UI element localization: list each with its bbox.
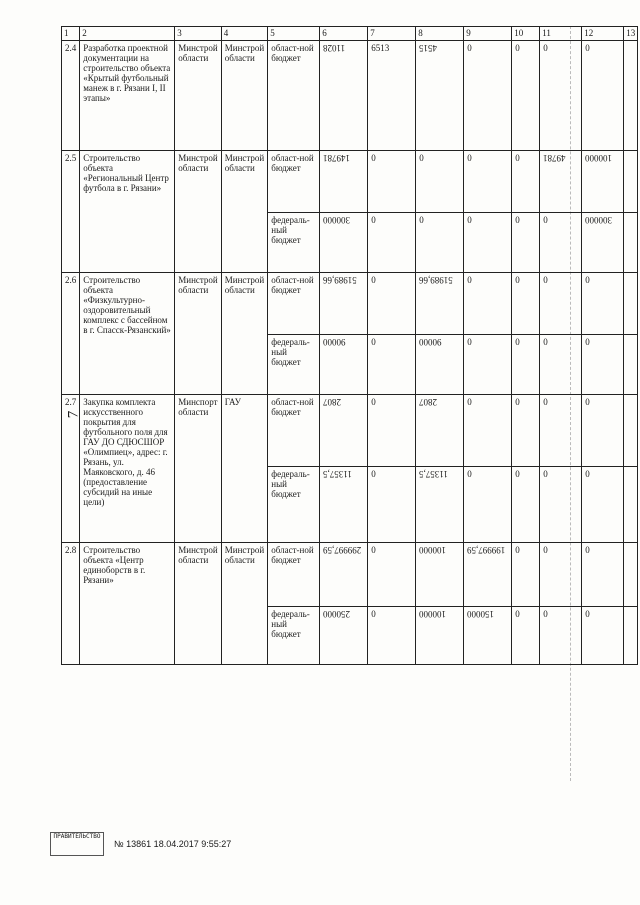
amount-c11 <box>540 335 582 395</box>
amount-c7 <box>368 213 416 273</box>
participant-text: ГАУ <box>224 397 242 407</box>
funding-source <box>268 543 320 607</box>
amount-c12-text: 0 <box>585 545 590 555</box>
column-number-text: 2 <box>82 28 87 38</box>
column-number <box>464 27 512 41</box>
amount-c6 <box>320 273 368 335</box>
amount-c11 <box>540 607 582 665</box>
measure-name <box>80 41 175 151</box>
amount-c7 <box>368 41 416 151</box>
column-number <box>175 27 222 41</box>
amount-c12 <box>582 607 624 665</box>
funding-source-text: федераль-ный бюджет <box>271 469 310 499</box>
amount-c10-text: 0 <box>515 545 520 555</box>
participant <box>221 41 268 151</box>
table-row <box>62 543 638 607</box>
amount-c10 <box>512 335 540 395</box>
amount-c6 <box>320 213 368 273</box>
column-number-text: 1 <box>64 28 69 38</box>
amount-c11 <box>540 273 582 335</box>
funding-source-text: федераль-ный бюджет <box>271 337 310 367</box>
amount-c12-text: 0 <box>585 469 590 479</box>
amount-c7 <box>368 335 416 395</box>
column-number <box>624 27 638 41</box>
amount-c6-text: 90000 <box>323 337 346 347</box>
amount-c12 <box>582 151 624 213</box>
amount-c12 <box>582 335 624 395</box>
amount-c9 <box>464 151 512 213</box>
measure-name <box>80 395 175 543</box>
amount-c12 <box>582 213 624 273</box>
column-number-text: 7 <box>370 28 375 38</box>
row-number-text: 2.6 <box>65 275 77 285</box>
amount-c10-text: 0 <box>515 275 520 285</box>
amount-c8 <box>416 467 464 543</box>
funding-source-text: област-ной бюджет <box>271 397 314 417</box>
column-number-text: 5 <box>270 28 275 38</box>
amount-c6-text: 300000 <box>323 215 351 225</box>
responsible-executor <box>175 395 222 543</box>
amount-c8 <box>416 607 464 665</box>
amount-c7-text: 0 <box>371 545 376 555</box>
amount-c11 <box>540 213 582 273</box>
column-number <box>268 27 320 41</box>
amount-c6-text: 299997,59 <box>323 545 362 555</box>
amount-c8 <box>416 543 464 607</box>
amount-c7 <box>368 467 416 543</box>
amount-c10-text: 0 <box>515 609 520 619</box>
amount-c10-text: 0 <box>515 43 520 53</box>
column-number-text: 11 <box>542 28 551 38</box>
amount-c10 <box>512 467 540 543</box>
responsible-executor-text: Минстрой области <box>178 43 218 63</box>
amount-c7-text: 0 <box>371 397 376 407</box>
amount-c7-text: 0 <box>371 337 376 347</box>
responsible-executor <box>175 41 222 151</box>
amount-c8-text: 100000 <box>419 609 447 619</box>
funding-source <box>268 335 320 395</box>
amount-c9-text: 0 <box>467 337 472 347</box>
amount-c9-text: 199997,59 <box>467 545 506 555</box>
amount-c9 <box>464 335 512 395</box>
amount-c9 <box>464 607 512 665</box>
amount-c11-text: 0 <box>543 215 548 225</box>
column-number-text: 12 <box>584 28 594 38</box>
amount-c8-text: 4515 <box>419 43 438 53</box>
amount-c7-text: 0 <box>371 469 376 479</box>
column-number <box>540 27 582 41</box>
amount-c9-text: 0 <box>467 397 472 407</box>
seal-text: ПРАВИТЕЛЬСТВО <box>53 833 101 840</box>
page-number: 7 <box>65 410 82 419</box>
amount-c10-text: 0 <box>515 215 520 225</box>
amount-c8-text: 0 <box>419 215 424 225</box>
amount-c11-text: 0 <box>543 469 548 479</box>
amount-c12-text: 100000 <box>585 153 613 163</box>
measure-name <box>80 273 175 395</box>
amount-c10 <box>512 395 540 467</box>
amount-c8-text: 0 <box>419 153 424 163</box>
row-number-text: 2.8 <box>65 545 77 555</box>
participant-text: Минстрой области <box>224 275 265 295</box>
amount-c11 <box>540 395 582 467</box>
responsible-executor-text: Минстрой области <box>178 545 218 565</box>
column-number-text: 13 <box>626 28 636 38</box>
funding-source-text: област-ной бюджет <box>271 545 314 565</box>
amount-c7 <box>368 395 416 467</box>
amount-c8-text: 2807 <box>419 397 438 407</box>
amount-c6-text: 2807 <box>323 397 342 407</box>
amount-c8-text: 51989,66 <box>419 275 453 285</box>
amount-c9-text: 0 <box>467 43 472 53</box>
amount-c6-text: 149781 <box>323 153 351 163</box>
funding-source <box>268 273 320 335</box>
amount-c6 <box>320 41 368 151</box>
amount-c11-text: 0 <box>543 397 548 407</box>
amount-c6 <box>320 467 368 543</box>
amount-c10 <box>512 607 540 665</box>
row-number <box>62 151 80 273</box>
responsible-executor-text: Минспорт области <box>178 397 218 417</box>
amount-c10 <box>512 273 540 335</box>
amount-c6 <box>320 395 368 467</box>
empty-cell-13 <box>624 151 638 213</box>
funding-source <box>268 607 320 665</box>
amount-c6 <box>320 543 368 607</box>
amount-c6 <box>320 335 368 395</box>
amount-c8 <box>416 395 464 467</box>
row-number-text: 2.5 <box>65 153 77 163</box>
empty-cell-13 <box>624 607 638 665</box>
amount-c8 <box>416 213 464 273</box>
row-number <box>62 543 80 665</box>
row-number <box>62 273 80 395</box>
participant <box>221 151 268 273</box>
registration-stamp: № 13861 18.04.2017 9:55:27 <box>114 839 232 849</box>
amount-c8-text: 90000 <box>419 337 442 347</box>
amount-c7-text: 0 <box>371 153 376 163</box>
empty-cell-13 <box>624 41 638 151</box>
measure-name <box>80 151 175 273</box>
amount-c8 <box>416 151 464 213</box>
measure-name-text: Закупка комплекта искусственного покрытия для футбольного поля для ГАУ ДО СДЮСШОР «Олимпиец», адрес: г. Рязань, ул. Маяковского, д. 46 (предоставление субсидий на иные цели) <box>83 397 168 507</box>
table-row <box>62 395 638 467</box>
participant-text: Минстрой области <box>224 545 265 565</box>
participant-text: Минстрой области <box>224 43 265 63</box>
amount-c7-text: 6513 <box>371 43 390 53</box>
amount-c11-text: 0 <box>543 337 548 347</box>
funding-source <box>268 151 320 213</box>
amount-c12-text: 0 <box>585 609 590 619</box>
amount-c12 <box>582 467 624 543</box>
amount-c9 <box>464 273 512 335</box>
amount-c10 <box>512 41 540 151</box>
participant-text: Минстрой области <box>224 153 265 173</box>
amount-c7-text: 0 <box>371 215 376 225</box>
amount-c12-text: 0 <box>585 397 590 407</box>
amount-c8 <box>416 41 464 151</box>
amount-c10-text: 0 <box>515 153 520 163</box>
amount-c12 <box>582 395 624 467</box>
funding-source <box>268 41 320 151</box>
column-number <box>582 27 624 41</box>
amount-c8-text: 11357,5 <box>419 469 449 479</box>
amount-c6 <box>320 151 368 213</box>
amount-c6-text: 11357,5 <box>323 469 353 479</box>
amount-c10-text: 0 <box>515 397 520 407</box>
empty-cell-13 <box>624 213 638 273</box>
amount-c12 <box>582 273 624 335</box>
amount-c11 <box>540 467 582 543</box>
empty-cell-13 <box>624 543 638 607</box>
column-number <box>416 27 464 41</box>
amount-c6 <box>320 607 368 665</box>
column-number <box>512 27 540 41</box>
amount-c12-text: 0 <box>585 43 590 53</box>
row-number-text: 2.4 <box>65 43 77 53</box>
funding-source <box>268 395 320 467</box>
participant <box>221 273 268 395</box>
amount-c9-text: 0 <box>467 153 472 163</box>
row-number <box>62 41 80 151</box>
amount-c8-text: 100000 <box>419 545 447 555</box>
column-number <box>62 27 80 41</box>
row-number <box>62 395 80 543</box>
amount-c7-text: 0 <box>371 275 376 285</box>
amount-c9 <box>464 543 512 607</box>
amount-c11 <box>540 151 582 213</box>
row-number-text: 2.7 <box>65 397 77 407</box>
amount-c10 <box>512 543 540 607</box>
registration-footer <box>50 832 231 856</box>
empty-cell-13 <box>624 273 638 335</box>
amount-c11-text: 0 <box>543 609 548 619</box>
empty-cell-13 <box>624 467 638 543</box>
amount-c9-text: 0 <box>467 215 472 225</box>
amount-c10-text: 0 <box>515 337 520 347</box>
table-row <box>62 273 638 335</box>
amount-c10 <box>512 213 540 273</box>
participant <box>221 395 268 543</box>
empty-cell-13 <box>624 395 638 467</box>
table-row <box>62 151 638 213</box>
amount-c7 <box>368 543 416 607</box>
funding-source <box>268 467 320 543</box>
column-number-text: 3 <box>177 28 182 38</box>
responsible-executor-text: Минстрой области <box>178 153 218 173</box>
amount-c11-text: 0 <box>543 43 548 53</box>
government-seal <box>50 832 104 856</box>
amount-c7-text: 0 <box>371 609 376 619</box>
funding-source-text: област-ной бюджет <box>271 275 314 295</box>
amount-c10 <box>512 151 540 213</box>
amount-c10-text: 0 <box>515 469 520 479</box>
amount-c9 <box>464 467 512 543</box>
amount-c9 <box>464 395 512 467</box>
column-number-text: 8 <box>418 28 423 38</box>
measure-name <box>80 543 175 665</box>
amount-c9-text: 150000 <box>467 609 495 619</box>
measure-name-text: Строительство объекта «Региональный Центр футбола в г. Рязани» <box>83 153 169 193</box>
responsible-executor <box>175 273 222 395</box>
amount-c9-text: 0 <box>467 275 472 285</box>
amount-c11 <box>540 41 582 151</box>
amount-c9-text: 0 <box>467 469 472 479</box>
amount-c11-text: 0 <box>543 275 548 285</box>
column-number <box>221 27 268 41</box>
table-row <box>62 41 638 151</box>
amount-c12-text: 0 <box>585 275 590 285</box>
amount-c11-text: 49781 <box>543 153 566 163</box>
amount-c12-text: 0 <box>585 337 590 347</box>
measure-name-text: Строительство объекта «Центр единоборств в г. Рязани» <box>83 545 146 585</box>
amount-c8 <box>416 273 464 335</box>
header-row <box>62 27 638 41</box>
amount-c12 <box>582 41 624 151</box>
responsible-executor <box>175 151 222 273</box>
responsible-executor <box>175 543 222 665</box>
participant <box>221 543 268 665</box>
amount-c7 <box>368 273 416 335</box>
column-number <box>80 27 175 41</box>
responsible-executor-text: Минстрой области <box>178 275 218 295</box>
amount-c6-text: 51989,66 <box>323 275 357 285</box>
empty-cell-13 <box>624 335 638 395</box>
column-number <box>320 27 368 41</box>
funding-source-text: област-ной бюджет <box>271 43 314 63</box>
amount-c7 <box>368 151 416 213</box>
amount-c12 <box>582 543 624 607</box>
amount-c9 <box>464 41 512 151</box>
funding-source-text: област-ной бюджет <box>271 153 314 173</box>
amount-c11 <box>540 543 582 607</box>
amount-c7 <box>368 607 416 665</box>
amount-c11-text: 0 <box>543 545 548 555</box>
amount-c9 <box>464 213 512 273</box>
column-number-text: 10 <box>514 28 524 38</box>
column-number-text: 4 <box>223 28 229 38</box>
amount-c12-text: 300000 <box>585 215 613 225</box>
column-number-text: 9 <box>466 28 471 38</box>
budget-table <box>61 26 638 665</box>
funding-source <box>268 213 320 273</box>
funding-source-text: федераль-ный бюджет <box>271 215 310 245</box>
measure-name-text: Разработка проектной документации на строительство объекта «Крытый футбольный манеж в г. Рязани I, II этапы» <box>83 43 171 103</box>
column-number <box>368 27 416 41</box>
measure-name-text: Строительство объекта «Физкультурно-оздоровительный комплекс с бассейном в г. Спасск-Рязанский» <box>83 275 171 335</box>
amount-c6-text: 250000 <box>323 609 351 619</box>
amount-c8 <box>416 335 464 395</box>
funding-source-text: федераль-ный бюджет <box>271 609 310 639</box>
amount-c6-text: 11028 <box>323 43 346 53</box>
column-number-text: 6 <box>322 28 327 38</box>
